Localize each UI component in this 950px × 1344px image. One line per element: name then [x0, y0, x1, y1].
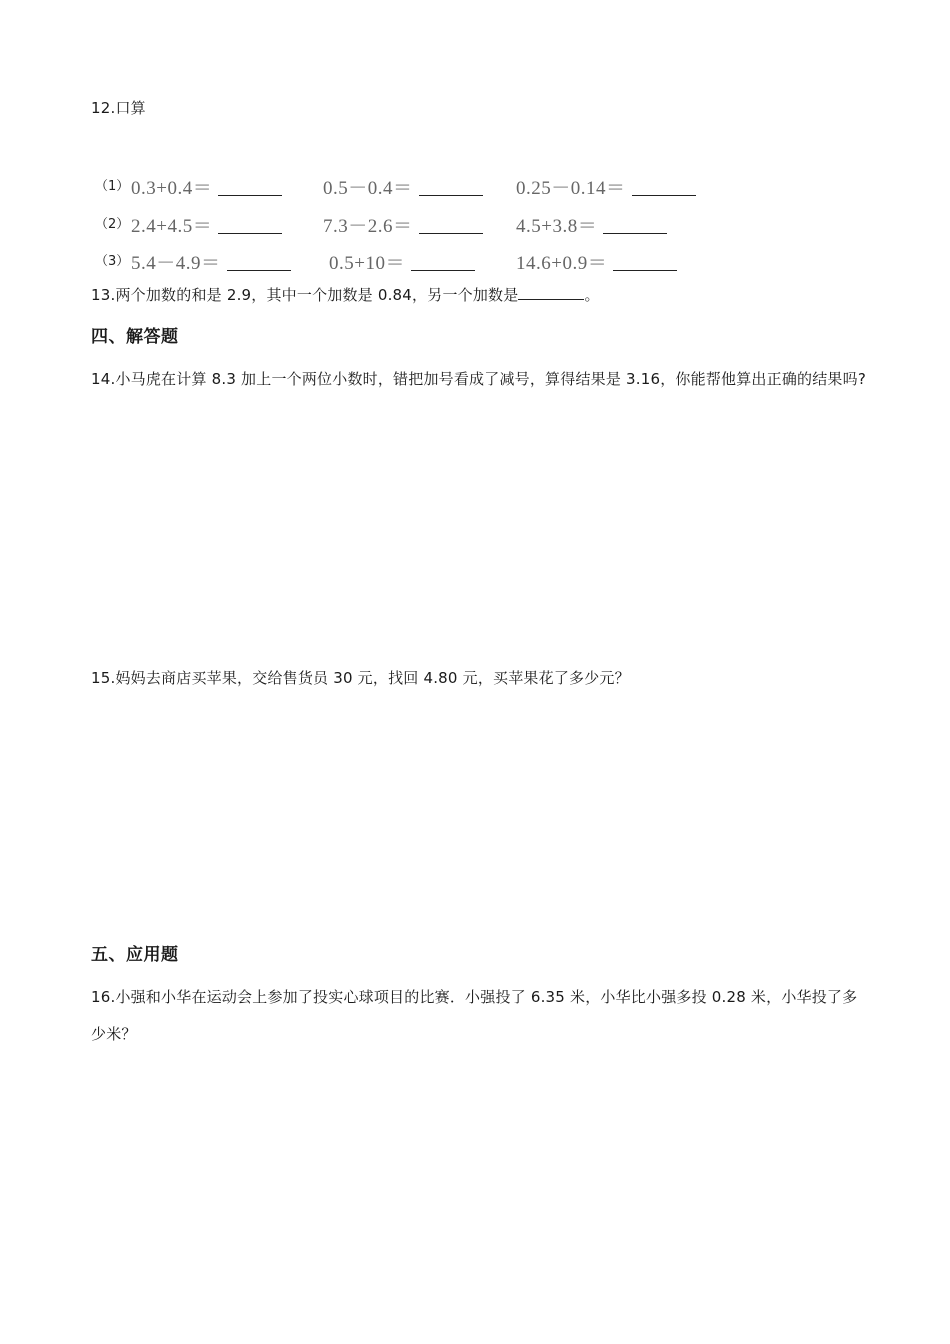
calc-expression: 0.5+10＝ [329, 253, 405, 274]
answer-blank[interactable] [603, 232, 667, 234]
calc-expression: 0.3+0.4＝ [131, 178, 213, 199]
calc-item [516, 211, 667, 238]
answer-blank[interactable] [218, 194, 282, 196]
calc-item [516, 173, 696, 200]
calc-item [323, 211, 483, 238]
calc-expression: 2.4+4.5＝ [131, 216, 213, 237]
calc-expression: 0.5－0.4＝ [323, 178, 413, 199]
calc-item [323, 173, 483, 200]
section-heading-5: 五、应用题 [91, 945, 179, 965]
calc-item [329, 248, 475, 275]
question-13-text: 13.两个加数的和是 2.9，其中一个加数是 0.84，另一个加数是 [91, 286, 519, 304]
row-label: （3） [95, 254, 130, 269]
answer-blank[interactable] [632, 194, 696, 196]
calc-item [516, 248, 677, 275]
question-16: 16.小强和小华在运动会上参加了投实心球项目的比赛．小强投了 6.35 米，小华比小强多投 0.28 米，小华投了多少米？ [91, 988, 858, 1043]
row-label: （2） [95, 217, 130, 232]
question-14: 14.小马虎在计算 8.3 加上一个两位小数时，错把加号看成了减号，算得结果是 3.16，你能帮他算出正确的结果吗? [91, 370, 866, 388]
answer-blank[interactable] [613, 269, 677, 271]
calc-row-1 [95, 173, 795, 197]
calc-item [131, 211, 282, 238]
calc-expression: 5.4－4.9＝ [131, 253, 221, 274]
row-label: （1） [95, 179, 130, 194]
calc-item [131, 173, 282, 200]
calc-expression: 14.6+0.9＝ [516, 253, 608, 274]
calc-row-2 [95, 211, 795, 235]
question-13-end: 。 [584, 286, 600, 304]
calc-expression: 0.25－0.14＝ [516, 178, 626, 199]
question-15: 15.妈妈去商店买苹果，交给售货员 30 元，找回 4.80 元，买苹果花了多少元？ [91, 669, 630, 687]
answer-blank[interactable] [518, 298, 584, 300]
calc-expression: 4.5+3.8＝ [516, 216, 598, 237]
answer-blank[interactable] [419, 194, 483, 196]
answer-blank[interactable] [411, 269, 475, 271]
section-heading-4: 四、解答题 [91, 327, 179, 347]
calc-expression: 7.3－2.6＝ [323, 216, 413, 237]
question-13 [91, 277, 866, 314]
answer-blank[interactable] [218, 232, 282, 234]
answer-blank[interactable] [419, 232, 483, 234]
calc-row-3 [95, 248, 795, 272]
answer-blank[interactable] [227, 269, 291, 271]
question-12-title: 12.口算 [91, 99, 146, 117]
calc-item [131, 248, 291, 275]
